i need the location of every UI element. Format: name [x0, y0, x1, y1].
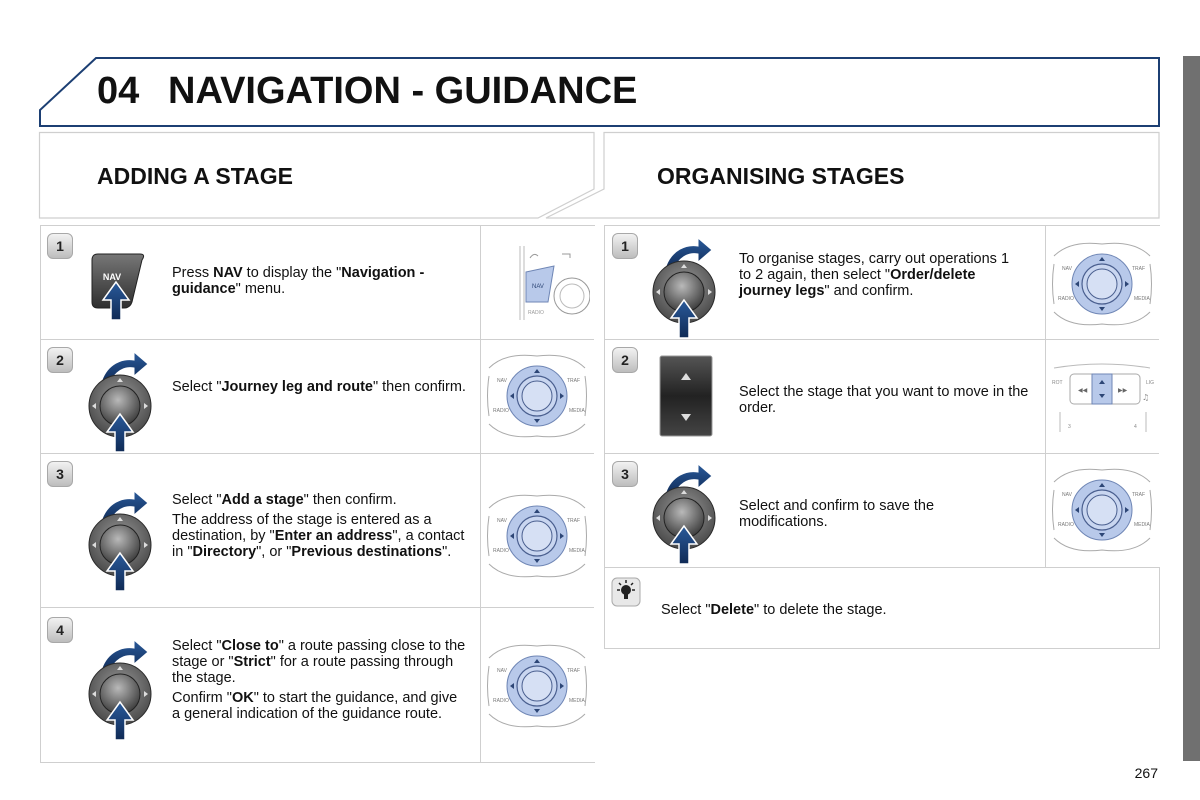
traf-label: TRAF [567, 668, 581, 674]
step-text: Select and confirm to save the modifications. [739, 498, 935, 530]
control-panel-thumbnail [1050, 238, 1156, 332]
tip-text: Select "Delete" to delete the stage. [661, 602, 887, 618]
nav-label: NAV [497, 668, 507, 674]
traf-label: TRAF [1132, 266, 1146, 272]
step-number: 2 [47, 347, 73, 373]
divider [480, 607, 594, 608]
traf-label: TRAF [567, 518, 581, 524]
traf-label: TRAF [1132, 492, 1146, 498]
rotary-knob-icon [86, 348, 162, 452]
divider [1045, 453, 1159, 454]
up-down-rocker-icon [659, 355, 713, 437]
lightbulb-icon [611, 577, 641, 607]
dashboard-nav-thumbnail [484, 242, 590, 326]
media-label: MEDIA [569, 698, 585, 704]
step-text: To organise stages, carry out operations 1 to 2 again, then select "Order/delete journey legs" and confirm. [739, 251, 1010, 299]
lig-label: LIG [1146, 380, 1155, 386]
step-number: 2 [612, 347, 638, 373]
radio-label: RADIO [493, 408, 509, 414]
preset-4-label: 4 [1134, 424, 1137, 430]
step-number: 3 [612, 461, 638, 487]
audio-panel-thumbnail [1050, 362, 1156, 434]
page-number: 267 [1134, 765, 1158, 781]
control-panel-thumbnail [485, 490, 591, 584]
media-label: MEDIA [1134, 522, 1150, 528]
nav-button-label: NAV [102, 272, 122, 282]
rotary-knob-icon [86, 487, 162, 591]
nav-label: NAV [497, 518, 507, 524]
radio-label: RADIO [1058, 522, 1074, 528]
note-icon: ♫ [1142, 393, 1150, 402]
step-text: Select "Close to" a route passing close to the stage or "Strict" for a route passing through the stage. Confirm "OK" to start the guidance, and give a general indication of the guidance route. [172, 638, 466, 722]
section-title-organising: ORGANISING STAGES [657, 163, 905, 189]
step-text: Press NAV to display the "Navigation - guidance" menu. [172, 265, 425, 297]
nav-label: NAV [497, 378, 507, 384]
rotary-knob-icon [86, 636, 162, 740]
media-label: MEDIA [1134, 296, 1150, 302]
rot-label: ROT [1052, 380, 1063, 386]
rewind-icon: ◀◀ [1078, 387, 1088, 394]
step-text: Select "Journey leg and route" then confirm. [172, 379, 466, 395]
chapter-number: 04 [97, 70, 140, 112]
divider [604, 567, 1160, 568]
radio-label: RADIO [1058, 296, 1074, 302]
radio-label: RADIO [493, 548, 509, 554]
step-text: Select the stage that you want to move in the order. [739, 384, 1029, 416]
media-label: MEDIA [569, 408, 585, 414]
control-panel-thumbnail [485, 640, 591, 734]
nav-label: NAV [1062, 266, 1072, 272]
section-title-adding: ADDING A STAGE [97, 163, 293, 189]
nav-label: NAV [1062, 492, 1072, 498]
rotary-knob-icon [650, 234, 726, 338]
divider [1045, 339, 1159, 340]
traf-label: TRAF [567, 378, 581, 384]
step-number: 1 [47, 233, 73, 259]
radio-label: RADIO [493, 698, 509, 704]
chapter-tab [1183, 56, 1200, 761]
nav-button-icon [84, 250, 154, 330]
step-text: Select "Add a stage" then confirm. The address of the stage is entered as a destination, by "Enter an address", a contact in "Directory", or "Previous destinations". [172, 492, 465, 560]
media-label: MEDIA [569, 548, 585, 554]
radio-label: RADIO [528, 310, 544, 316]
step-number: 1 [612, 233, 638, 259]
nav-label: NAV [532, 284, 544, 290]
forward-icon: ▶▶ [1118, 387, 1128, 394]
step-number: 3 [47, 461, 73, 487]
divider [480, 453, 594, 454]
control-panel-thumbnail [1050, 464, 1156, 558]
page-title: NAVIGATION - GUIDANCE [168, 70, 638, 112]
divider [480, 339, 594, 340]
control-panel-thumbnail [485, 350, 591, 444]
rotary-knob-icon [650, 460, 726, 564]
preset-3-label: 3 [1068, 424, 1071, 430]
step-number: 4 [47, 617, 73, 643]
